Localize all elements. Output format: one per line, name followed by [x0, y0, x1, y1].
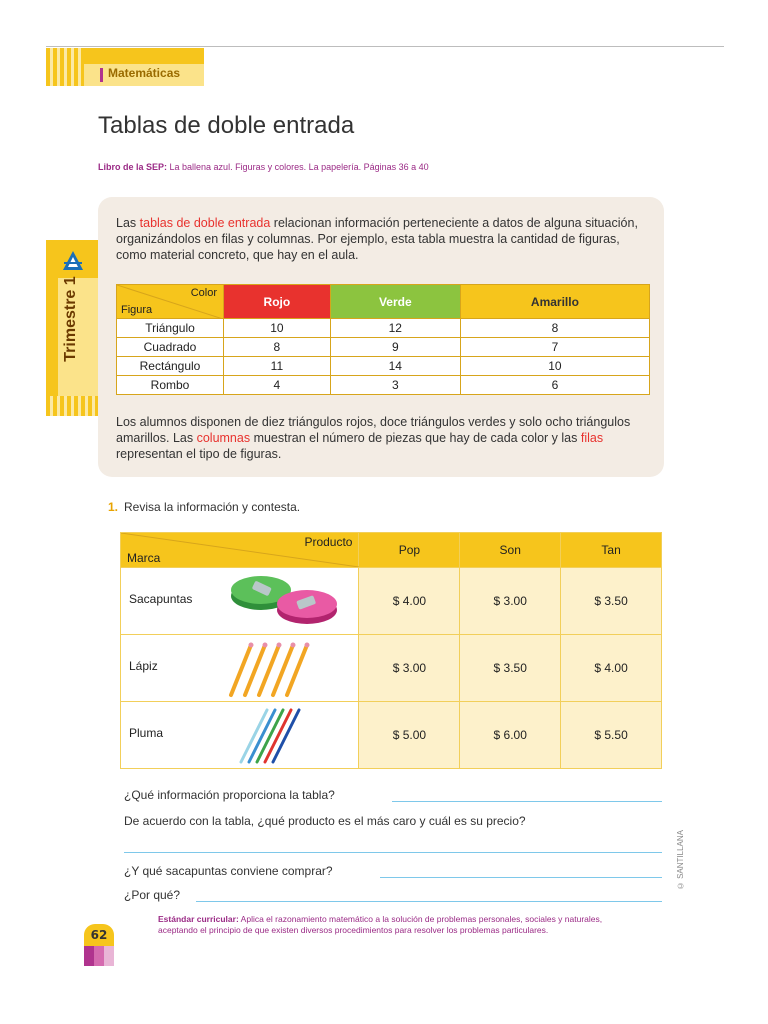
price-cell: $ 6.00 — [460, 702, 561, 769]
question-2: De acuerdo con la tabla, ¿qué producto es el más caro y cuál es su precio? — [124, 814, 526, 828]
price-cell: $ 4.00 — [561, 635, 662, 702]
highlight-columnas: columnas — [196, 431, 251, 445]
figure-name: Cuadrado — [117, 338, 224, 357]
table-cell: 3 — [330, 376, 460, 395]
intro-paragraph — [116, 215, 652, 263]
price-cell: $ 3.00 — [359, 635, 460, 702]
intro-highlight: tablas de doble entrada — [139, 216, 271, 230]
page-title: Tablas de doble entrada — [98, 112, 355, 139]
figure-name: Rombo — [117, 376, 224, 395]
table-cell: 9 — [330, 338, 460, 357]
price-cell: $ 3.50 — [460, 635, 561, 702]
price-cell: $ 3.00 — [460, 568, 561, 635]
table-cell: 12 — [330, 319, 460, 338]
intro-text-b: relacionan información perteneciente a datos de alguna situación, organizándolos en filas y columnas. Por ejemplo, esta tabla muestra la cantidad de figuras, como material concreto, que hay en el aula. — [116, 216, 638, 262]
product-cell — [121, 702, 359, 769]
intro-text-a: Las — [116, 216, 140, 230]
corner-top-label: Color — [190, 287, 217, 299]
highlight-filas: filas — [580, 431, 604, 445]
price-cell: $ 5.50 — [561, 702, 662, 769]
table-row — [117, 376, 650, 395]
table-cell: 14 — [330, 357, 460, 376]
explanation-paragraph — [116, 414, 656, 462]
subject-tab — [84, 48, 204, 64]
column-header-verde: Verde — [330, 285, 460, 319]
table-cell: 11 — [224, 357, 331, 376]
subject-label: Matemáticas — [108, 66, 181, 80]
standard-text: Aplica el razonamiento matemático a la solución de problemas personales, sociales y naturales, aceptando el principio de que existen diversos procedimientos para resolver los problemas particulares. — [158, 914, 603, 935]
pencil-icon — [225, 637, 345, 699]
table-cell: 10 — [460, 357, 649, 376]
products-table-corner — [121, 533, 359, 568]
subject-bar — [100, 68, 103, 82]
price-cell: $ 4.00 — [359, 568, 460, 635]
table-cell: 4 — [224, 376, 331, 395]
product-cell — [121, 568, 359, 635]
corner-bottom-label: Marca — [127, 551, 161, 565]
figure-name: Triángulo — [117, 319, 224, 338]
table-row — [117, 357, 650, 376]
trimester-label: Trimestre 1 — [62, 276, 79, 362]
question-3: ¿Y qué sacapuntas conviene comprar? — [124, 864, 333, 878]
table-row — [121, 568, 662, 635]
answer-line-2[interactable] — [124, 852, 662, 853]
answer-line-1[interactable] — [392, 801, 662, 802]
exercise-instruction: Revisa la información y contesta. — [124, 500, 301, 514]
table-row — [121, 702, 662, 769]
product-name: Lápiz — [129, 659, 158, 673]
figures-table — [116, 284, 650, 395]
curricular-standard — [158, 914, 638, 936]
table-row — [121, 635, 662, 702]
brand-header-pop: Pop — [359, 533, 460, 568]
column-header-rojo: Rojo — [224, 285, 331, 319]
price-cell: $ 5.00 — [359, 702, 460, 769]
product-name: Sacapuntas — [129, 592, 193, 606]
explanation-text-c: representan el tipo de figuras. — [116, 447, 282, 461]
copyright: © SANTILLANA — [676, 830, 685, 891]
product-cell — [121, 635, 359, 702]
answer-line-4[interactable] — [196, 901, 662, 902]
exercise-number: 1. — [108, 500, 119, 514]
table-cell: 10 — [224, 319, 331, 338]
products-table — [120, 532, 662, 769]
sep-reference-label: Libro de la SEP: — [98, 162, 168, 172]
table-cell: 6 — [460, 376, 649, 395]
question-1: ¿Qué información proporciona la tabla? — [124, 788, 335, 802]
answer-line-3[interactable] — [380, 877, 662, 878]
brand-header-tan: Tan — [561, 533, 662, 568]
header-stripes — [46, 48, 84, 86]
table-row — [117, 319, 650, 338]
standard-label: Estándar curricular: — [158, 914, 239, 924]
figure-name: Rectángulo — [117, 357, 224, 376]
page-color-tabs — [84, 946, 114, 966]
trimester-stripes — [46, 396, 98, 416]
explanation-text-a: Los alumnos disponen de diez triángulos rojos, doce triángulos verdes y solo ocho triángulos amarillos. Las — [116, 415, 631, 445]
price-cell: $ 3.50 — [561, 568, 662, 635]
top-rule — [46, 46, 724, 47]
brand-header-son: Son — [460, 533, 561, 568]
pen-icon — [225, 704, 345, 766]
page-number: 62 — [84, 924, 114, 946]
sep-reference-text: La ballena azul. Figuras y colores. La papelería. Páginas 36 a 40 — [167, 162, 429, 172]
corner-top-label: Producto — [304, 535, 353, 549]
sharpener-icon — [225, 570, 345, 632]
table-row — [117, 338, 650, 357]
table-cell: 8 — [460, 319, 649, 338]
product-name: Pluma — [129, 726, 164, 740]
corner-bottom-label: Figura — [121, 304, 153, 316]
explanation-text-b: muestran el número de piezas que hay de cada color y las — [250, 431, 581, 445]
figures-table-corner — [117, 285, 224, 319]
column-header-amarillo: Amarillo — [460, 285, 649, 319]
table-cell: 7 — [460, 338, 649, 357]
sep-reference — [98, 162, 429, 172]
question-4: ¿Por qué? — [124, 888, 181, 902]
table-cell: 8 — [224, 338, 331, 357]
